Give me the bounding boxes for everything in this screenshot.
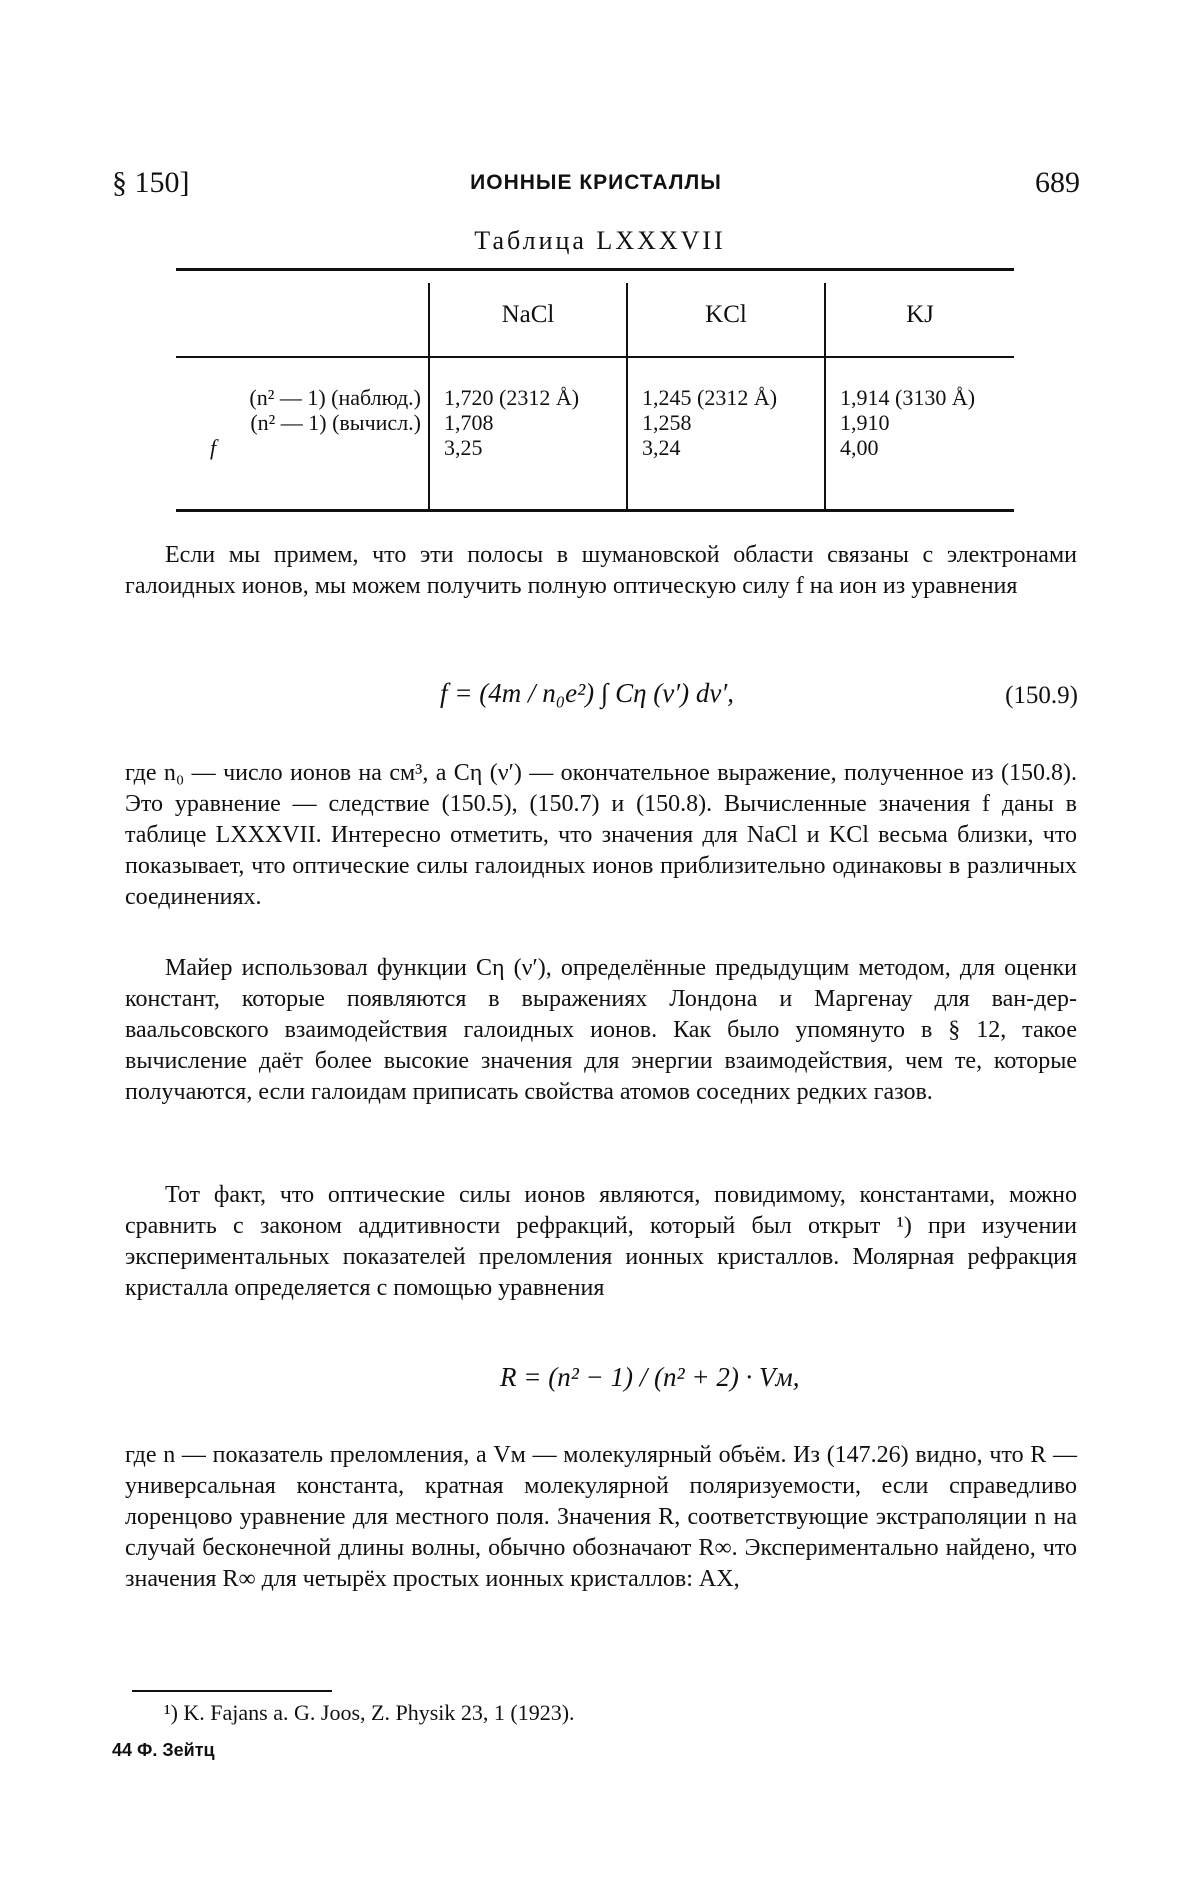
paragraph-4: Тот факт, что оптические силы ионов являются, повидимому, константами, можно сравнить с законом аддитивности рефракций, который был открыт ¹) при изучении экспериментальных показателей преломления ионных кристаллов. Молярная рефракция кристалла определяется с помощью уравнения <box>125 1180 1077 1304</box>
table-cell: 1,914 (3130 Å) <box>840 385 975 410</box>
table-cell: 3,24 <box>642 435 777 460</box>
table-cell: 1,708 <box>444 410 579 435</box>
paragraph-2: где n₀ — число ионов на см³, а Cη (ν′) — окончательное выражение, полученное из (150.8). Это уравнение — следствие (150.5), (150.7) и (150.8). Вычисленные значения f даны в таблице LXXXVII. Интересно отметить, что значения для NaCl и KCl весьма близки, что показывает, что оптические силы галоидных ионов приблизительно одинаковы в различных соединениях. <box>125 758 1077 913</box>
equation-number: (150.9) <box>1005 682 1078 710</box>
table-cell: 1,910 <box>840 410 975 435</box>
table-cell: 1,258 <box>642 410 777 435</box>
table-cell: 1,720 (2312 Å) <box>444 385 579 410</box>
column-header-nacl: NaCl <box>430 301 626 329</box>
printer-signature: 44 Ф. Зейтц <box>112 1740 215 1761</box>
page-number: 689 <box>1035 166 1080 200</box>
book-page <box>0 0 1200 1888</box>
table-cell: 1,245 (2312 Å) <box>642 385 777 410</box>
table-column-kj <box>840 385 975 460</box>
data-table <box>176 268 1014 512</box>
equation-molar-refraction: R = (n² − 1) / (n² + 2) · Vм, <box>500 1362 800 1393</box>
table-column-kcl <box>642 385 777 460</box>
paragraph-1: Если мы примем, что эти полосы в шумановской области связаны с электронами галоидных ионов, мы можем получить полную оптическую силу f на ион из уравнения <box>125 540 1077 602</box>
running-head <box>112 166 1080 206</box>
table-cell: 4,00 <box>840 435 975 460</box>
section-reference: § 150] <box>112 166 190 200</box>
paragraph-5: где n — показатель преломления, а Vм — молекулярный объём. Из (147.26) видно, что R — универсальная константа, кратная молекулярной поляризуемости, если справедливо лоренцово уравнение для местного поля. Значения R, соответствующие экстраполяции n на случай бесконечной длины волны, обычно обозначают R∞. Экспериментально найдено, что значения R∞ для четырёх простых ионных кристаллов: AX, <box>125 1440 1077 1595</box>
row-label-f: f <box>176 435 421 460</box>
paragraph-3: Майер использовал функции Cη (ν′), определённые предыдущим методом, для оценки констант, которые появляются в выражениях Лондона и Маргенау для ван-дер-ваальсовского взаимодействия галоидных ионов. Как было упомянуто в § 12, такое вычисление даёт более высокие значения для энергии взаимодействия, чем те, которые получаются, если галоидам приписать свойства атомов соседних редких газов. <box>125 953 1077 1108</box>
table-row-labels <box>176 385 421 460</box>
table-column-nacl <box>444 385 579 460</box>
footnote: ¹) K. Fajans a. G. Joos, Z. Physik 23, 1 (1923). <box>164 1700 575 1726</box>
column-header-kj: KJ <box>826 301 1014 329</box>
column-header-kcl: KCl <box>628 301 824 329</box>
table-cell: 3,25 <box>444 435 579 460</box>
row-label-calculated: (n² — 1) (вычисл.) <box>176 410 421 435</box>
footnote-divider <box>132 1690 332 1692</box>
table-caption: Таблица LXXXVII <box>0 226 1200 256</box>
row-label-observed: (n² — 1) (наблюд.) <box>176 385 421 410</box>
table-header-divider <box>176 356 1014 358</box>
equation-150-9: f = (4m / n₀e²) ∫ Cη (ν′) dν′, <box>440 678 734 709</box>
chapter-title: ИОННЫЕ КРИСТАЛЛЫ <box>112 171 1080 195</box>
